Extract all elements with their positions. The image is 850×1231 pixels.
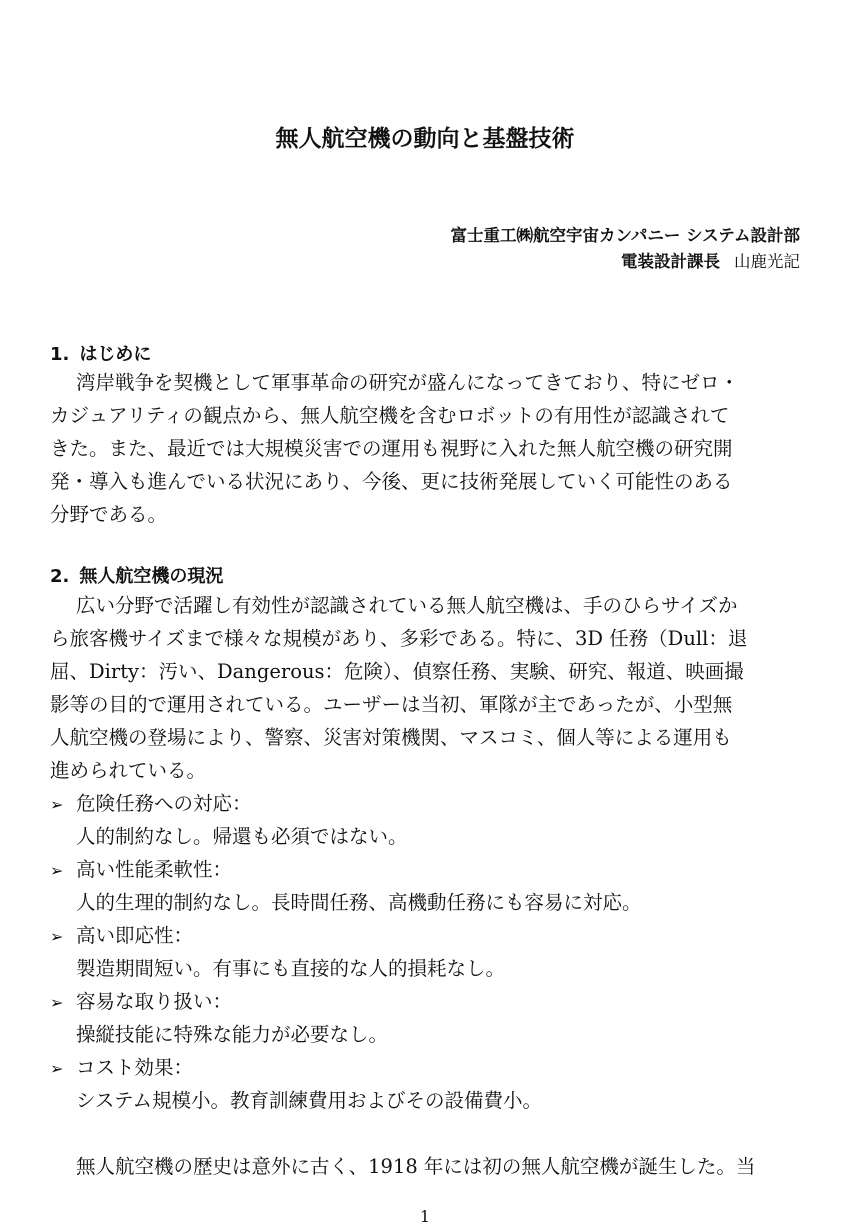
section-number: 2. bbox=[50, 566, 70, 587]
bullet-label: 高い性能柔軟性： bbox=[76, 858, 233, 881]
arrow-bullet-icon: ➢ bbox=[50, 795, 64, 814]
paragraph-line: 進められている。 bbox=[50, 759, 207, 782]
bullet-label: 危険任務への対応： bbox=[76, 792, 252, 815]
paragraph-line: 人航空機の登場により、警察、災害対策機関、マスコミ、個人等による運用も bbox=[50, 726, 732, 749]
bullet-label: 高い即応性： bbox=[76, 924, 194, 947]
paragraph-line: カジュアリティの観点から、無人航空機を含むロボットの有用性が認識されて bbox=[50, 404, 730, 427]
bullet-label: コスト効果： bbox=[76, 1056, 194, 1079]
arrow-bullet-icon: ➢ bbox=[50, 1059, 64, 1078]
bullet-description: 人的制約なし。帰還も必須ではない。 bbox=[76, 825, 408, 848]
paragraph-line: 屈、Dirty：汚い、Dangerous：危険）、偵察任務、実験、研究、報道、映画撮 bbox=[50, 660, 744, 683]
author-line bbox=[621, 248, 800, 272]
section-number: 1. bbox=[50, 344, 70, 365]
bullet-description: 人的生理的制約なし。長時間任務、高機動任務にも容易に対応。 bbox=[76, 891, 642, 914]
page-number: 1 bbox=[419, 1207, 431, 1226]
paragraph-line: 広い分野で活躍し有効性が認識されている無人航空機は、手のひらサイズか bbox=[76, 594, 738, 617]
bullet-item bbox=[50, 860, 232, 880]
bullet-item bbox=[50, 926, 193, 946]
section-heading-current-status bbox=[50, 562, 223, 588]
arrow-bullet-icon: ➢ bbox=[50, 861, 64, 880]
paragraph-line: 発・導入も進んでいる状況にあり、今後、更に技術発展していく可能性のある bbox=[50, 470, 733, 493]
paragraph-line: 無人航空機の歴史は意外に古く、1918 年には初の無人航空機が誕生した。当 bbox=[76, 1155, 756, 1178]
bullet-item bbox=[50, 992, 232, 1012]
paragraph-line: 分野である。 bbox=[50, 503, 168, 526]
bullet-description: 製造期間短い。有事にも直接的な人的損耗なし。 bbox=[76, 957, 506, 980]
author-affiliation: 富士重工㈱航空宇宙カンパニー システム設計部 bbox=[450, 226, 800, 245]
bullet-item bbox=[50, 1058, 193, 1078]
paragraph-line: 湾岸戦争を契機として軍事革命の研究が盛んになってきており、特にゼロ・ bbox=[76, 371, 740, 394]
section-title: はじめに bbox=[79, 344, 152, 365]
paragraph-line: きた。また、最近では大規模災害での運用も視野に入れた無人航空機の研究開 bbox=[50, 437, 733, 460]
bullet-item bbox=[50, 794, 252, 814]
arrow-bullet-icon: ➢ bbox=[50, 927, 64, 946]
section-title: 無人航空機の現況 bbox=[79, 566, 224, 587]
arrow-bullet-icon: ➢ bbox=[50, 993, 64, 1012]
section-heading-introduction bbox=[50, 340, 151, 366]
bullet-description: システム規模小。教育訓練費用およびその設備費小。 bbox=[76, 1089, 543, 1112]
paragraph-line: 影等の目的で運用されている。ユーザーは当初、軍隊が主であったが、小型無 bbox=[50, 693, 733, 716]
page-title: 無人航空機の動向と基盤技術 bbox=[275, 126, 575, 152]
author-position: 電装設計課長 bbox=[621, 252, 720, 271]
bullet-label: 容易な取り扱い： bbox=[76, 990, 233, 1013]
author-name: 山鹿光記 bbox=[734, 252, 800, 271]
bullet-description: 操縦技能に特殊な能力が必要なし。 bbox=[76, 1023, 389, 1046]
paragraph-line: ら旅客機サイズまで様々な規模があり、多彩である。特に、3D 任務（Dull：退 bbox=[50, 627, 748, 650]
